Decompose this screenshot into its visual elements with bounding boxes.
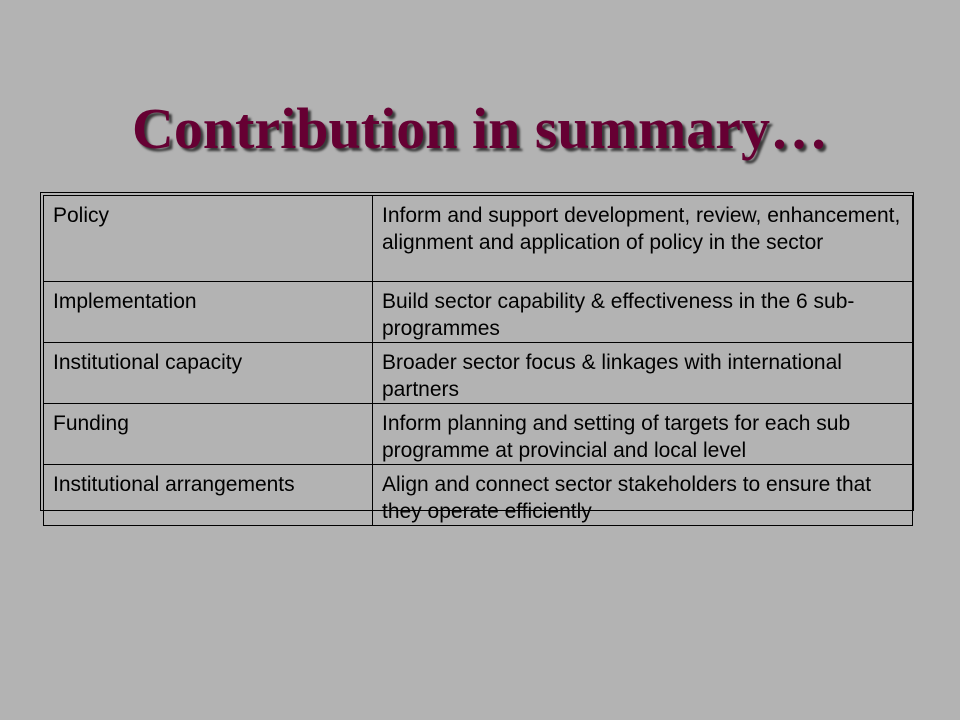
summary-table [43, 195, 913, 526]
row-contribution-text: Inform and support development, review, enhancement, alignment and application of policy in the sector [373, 196, 913, 282]
table-row [44, 404, 913, 465]
table-row [44, 465, 913, 526]
row-area-label: Funding [44, 404, 373, 465]
row-area-label: Policy [44, 196, 373, 282]
row-area-label: Institutional arrangements [44, 465, 373, 526]
table-row [44, 343, 913, 404]
row-contribution-text: Align and connect sector stakeholders to ensure that they operate efficiently [373, 465, 913, 526]
row-contribution-text: Broader sector focus & linkages with international partners [373, 343, 913, 404]
row-contribution-text: Build sector capability & effectiveness in the 6 sub-programmes [373, 282, 913, 343]
row-area-label: Institutional capacity [44, 343, 373, 404]
summary-table-frame [40, 192, 914, 523]
table-row [44, 282, 913, 343]
row-area-label: Implementation [44, 282, 373, 343]
row-contribution-text: Inform planning and setting of targets for each sub programme at provincial and local level [373, 404, 913, 465]
slide-title: Contribution in summary… [131, 96, 829, 161]
table-row [44, 196, 913, 282]
